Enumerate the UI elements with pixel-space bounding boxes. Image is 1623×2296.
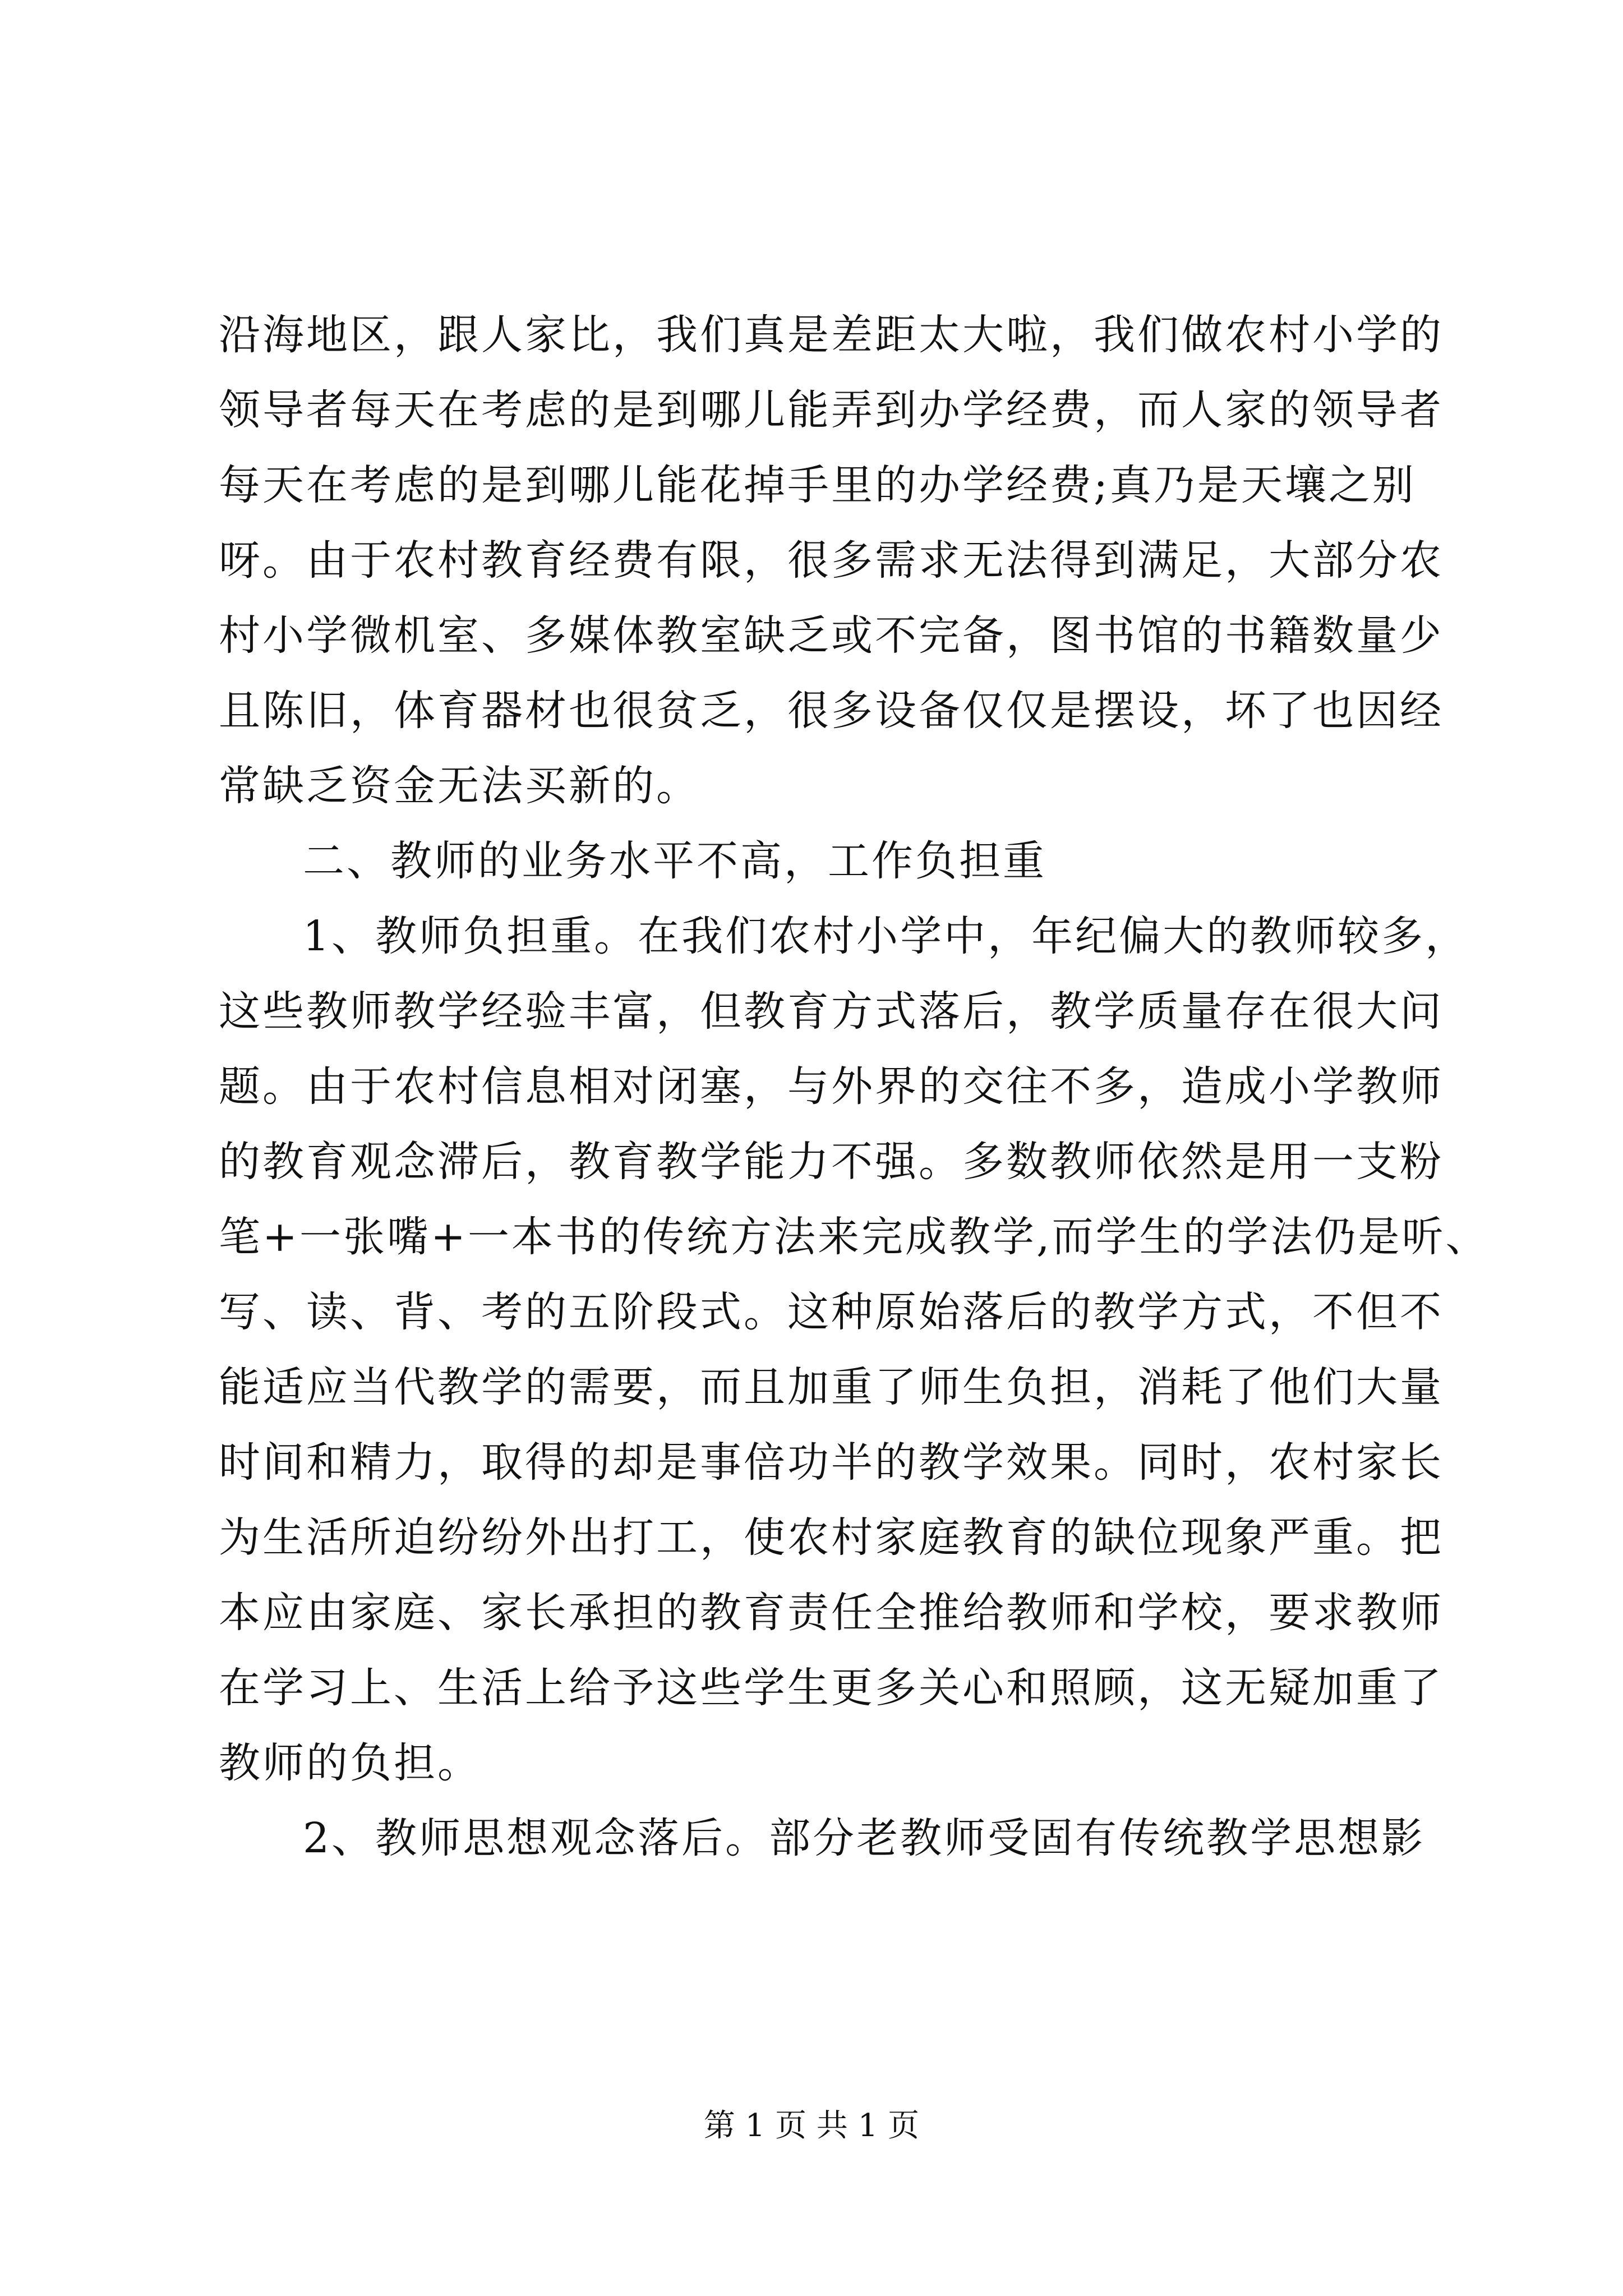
text-line: 这些教师教学经验丰富，但教育方式落后，教学质量存在很大问 [219,987,1444,1036]
text-line: 题。由于农村信息相对闭塞，与外界的交往不多，造成小学教师 [219,1062,1444,1111]
text-line: 每天在考虑的是到哪儿能花掉手里的办学经费;真乃是天壤之别 [219,461,1416,509]
body-text [219,297,1490,1876]
text-line: 本应由家庭、家长承担的教育责任全推给教师和学校，要求教师 [219,1589,1444,1637]
section-heading: 二、教师的业务水平不高，工作负担重 [303,837,1046,885]
text-line: 呀。由于农村教育经费有限，很多需求无法得到满足，大部分农 [219,536,1444,585]
text-line: 村小学微机室、多媒体教室缺乏或不完备，图书馆的书籍数量少 [219,611,1444,660]
text-line: 常缺乏资金无法买新的。 [219,762,700,810]
text-line: 且陈旧，体育器材也很贫乏，很多设备仅仅是摆设，坏了也因经 [219,687,1444,735]
text-line: 的教育观念滞后，教育教学能力不强。多数教师依然是用一支粉 [219,1138,1444,1186]
paragraph-start: 1、教师负担重。在我们农村小学中，年纪偏大的教师较多， [303,912,1469,960]
text-line: 沿海地区，跟人家比，我们真是差距太大啦，我们做农村小学的 [219,311,1444,359]
text-line: 能适应当代教学的需要，而且加重了师生负担，消耗了他们大量 [219,1363,1444,1411]
text-line: 教师的负担。 [219,1739,481,1787]
text-line: 在学习上、生活上给予这些学生更多关心和照顾，这无疑加重了 [219,1664,1444,1712]
text-line: 为生活所迫纷纷外出打工，使农村家庭教育的缺位现象严重。把 [219,1513,1444,1562]
paragraph-start: 2、教师思想观念落后。部分老教师受固有传统教学思想影 [303,1814,1426,1862]
text-line: 领导者每天在考虑的是到哪儿能弄到办学经费，而人家的领导者 [219,386,1444,434]
text-line: 时间和精力，取得的却是事倍功半的教学效果。同时，农村家长 [219,1438,1444,1487]
text-line: 笔+一张嘴+一本书的传统方法来完成教学,而学生的学法仍是听、 [219,1213,1490,1261]
text-line: 写、读、背、考的五阶段式。这种原始落后的教学方式，不但不 [219,1288,1444,1336]
page-footer: 第 1 页 共 1 页 [703,2108,920,2144]
